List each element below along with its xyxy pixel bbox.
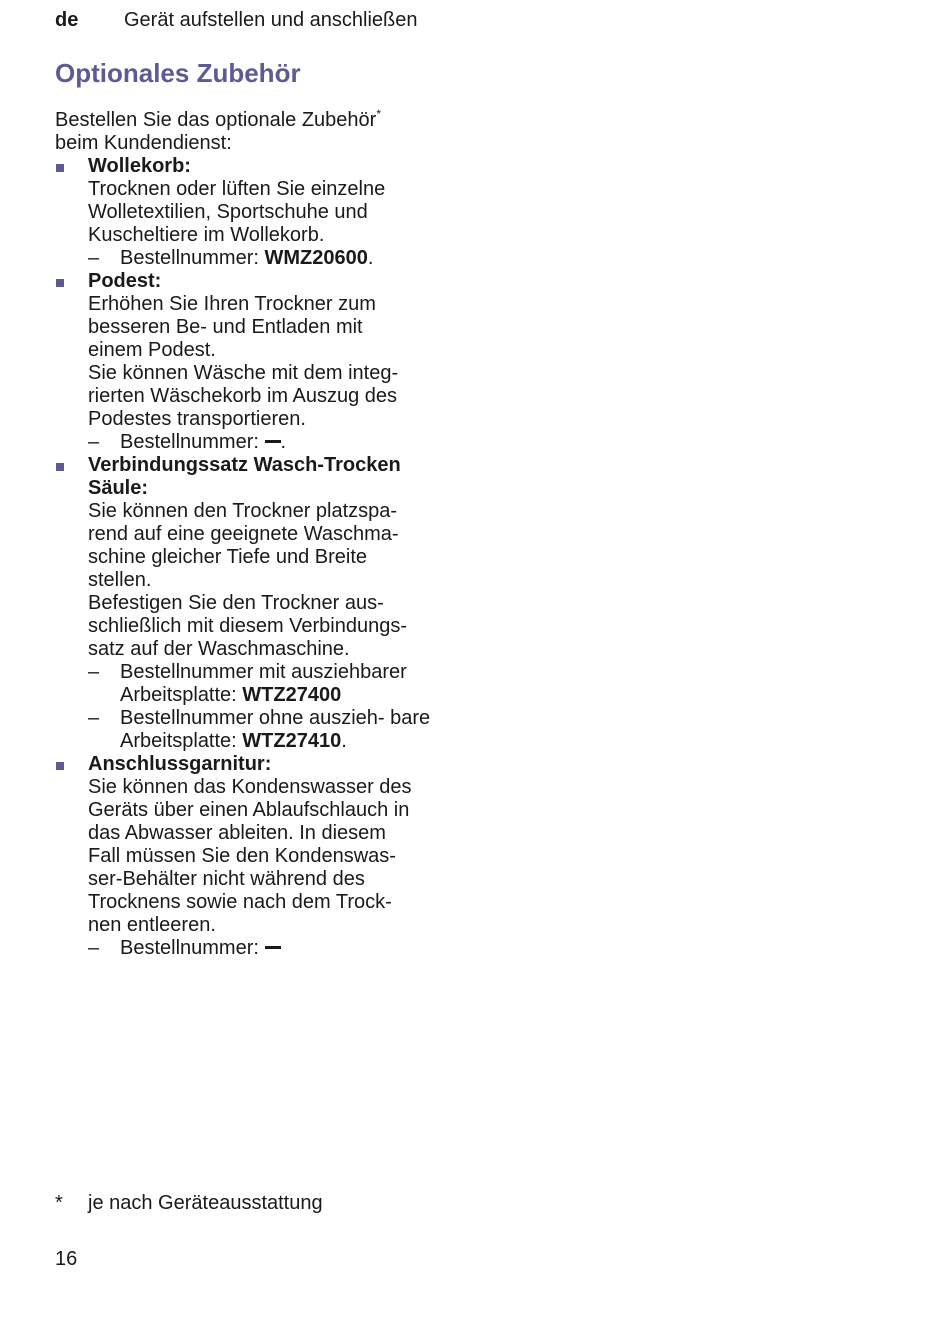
- main-content: [55, 109, 455, 960]
- page-number: 16: [55, 1248, 78, 1270]
- footnote-star: *: [55, 1192, 63, 1214]
- accessory-description-line: ser-Behälter nicht während des: [88, 868, 365, 890]
- accessory-description-line: besseren Be- und Entladen mit: [88, 316, 363, 338]
- dash-bullet: –: [88, 707, 100, 729]
- accessory-description-line: Erhöhen Sie Ihren Trockner zum: [88, 293, 376, 315]
- accessory-description-line: Sie können das Kondenswasser des: [88, 776, 412, 798]
- order-number-list: [88, 661, 455, 753]
- accessory-description-line: nen entleeren.: [88, 914, 216, 936]
- order-code: WTZ27410: [242, 730, 342, 752]
- accessory-description-line: schine gleicher Tiefe und Breite: [88, 546, 368, 568]
- accessory-description-line: das Abwasser ableiten. In diesem: [88, 822, 386, 844]
- accessory-description-line: Befestigen Sie den Trockner aus-: [88, 592, 384, 614]
- order-suffix: .: [367, 247, 374, 269]
- order-suffix: .: [280, 431, 287, 453]
- accessory-description-line: rierten Wäschekorb im Auszug des: [88, 385, 398, 407]
- accessory-description-line: Sie können den Trockner platzspa-: [88, 500, 398, 522]
- intro-line-1: Bestellen Sie das optionale Zubehör: [55, 109, 377, 131]
- accessory-description-line: einem Podest.: [88, 339, 216, 361]
- accessory-title: Podest:: [88, 270, 162, 292]
- accessory-description-line: satz auf der Waschmaschine.: [88, 638, 350, 660]
- intro-text: [55, 109, 455, 155]
- accessory-description-line: Podestes transportieren.: [88, 408, 306, 430]
- order-number: [88, 247, 455, 270]
- intro-line-2: beim Kundendienst:: [55, 132, 232, 154]
- order-code: WTZ27400: [242, 684, 342, 706]
- order-label: Bestellnummer ohne auszieh- bare Arbeitsplatte:: [120, 707, 431, 752]
- accessory-item: [55, 753, 455, 960]
- accessory-description-line: Fall müssen Sie den Kondenswas-: [88, 845, 396, 867]
- order-code: WMZ20600: [264, 247, 368, 269]
- page-title: Optionales Zubehör: [55, 58, 301, 88]
- accessory-description-line: stellen.: [88, 569, 152, 591]
- dash-bullet: –: [88, 937, 100, 959]
- order-label: Bestellnummer:: [120, 247, 265, 269]
- square-bullet-icon: [56, 762, 64, 770]
- order-code: [265, 440, 281, 443]
- order-label: Bestellnummer mit ausziehbarer Arbeitsplatte:: [120, 661, 407, 706]
- accessory-description-line: Trocknen oder lüften Sie einzelne: [88, 178, 386, 200]
- accessory-description-line: Wolletextilien, Sportschuhe und: [88, 201, 368, 223]
- accessory-list: [55, 155, 455, 960]
- accessory-item: [55, 270, 455, 454]
- section-title: Gerät aufstellen und anschließen: [124, 9, 418, 31]
- square-bullet-icon: [56, 279, 64, 287]
- dash-bullet: –: [88, 661, 100, 683]
- footnote-text: je nach Geräteausstattung: [88, 1192, 323, 1214]
- accessory-description-line: Kuscheltiere im Wollekorb.: [88, 224, 325, 246]
- language-tag: de: [55, 9, 79, 31]
- order-number: [88, 431, 455, 454]
- accessory-description-line: Geräts über einen Ablaufschlauch in: [88, 799, 410, 821]
- square-bullet-icon: [56, 164, 64, 172]
- accessory-item: [55, 454, 455, 753]
- accessory-title: Anschlussgarnitur:: [88, 753, 272, 775]
- dash-bullet: –: [88, 247, 100, 269]
- accessory-description-line: Sie können Wäsche mit dem integ-: [88, 362, 399, 384]
- accessory-description-line: rend auf eine geeignete Waschma-: [88, 523, 399, 545]
- accessory-title: Verbindungssatz Wasch-Trocken Säule:: [88, 454, 401, 499]
- order-number-list: [88, 247, 455, 270]
- order-label: Bestellnummer:: [120, 431, 265, 453]
- order-code: [265, 946, 281, 949]
- accessory-title: Wollekorb:: [88, 155, 191, 177]
- accessory-description-line: Trocknens sowie nach dem Trock-: [88, 891, 392, 913]
- footnote: [55, 1190, 323, 1216]
- page-header: [55, 7, 418, 33]
- dash-bullet: –: [88, 431, 100, 453]
- accessory-description-line: schließlich mit diesem Verbindungs-: [88, 615, 408, 637]
- order-number: [88, 661, 455, 707]
- order-number: [88, 937, 455, 960]
- footnote-mark: *: [376, 107, 381, 121]
- accessory-item: [55, 155, 455, 270]
- order-number-list: [88, 431, 455, 454]
- order-number-list: [88, 937, 455, 960]
- square-bullet-icon: [56, 463, 64, 471]
- order-label: Bestellnummer:: [120, 937, 265, 959]
- order-number: [88, 707, 455, 753]
- order-suffix: .: [341, 730, 347, 752]
